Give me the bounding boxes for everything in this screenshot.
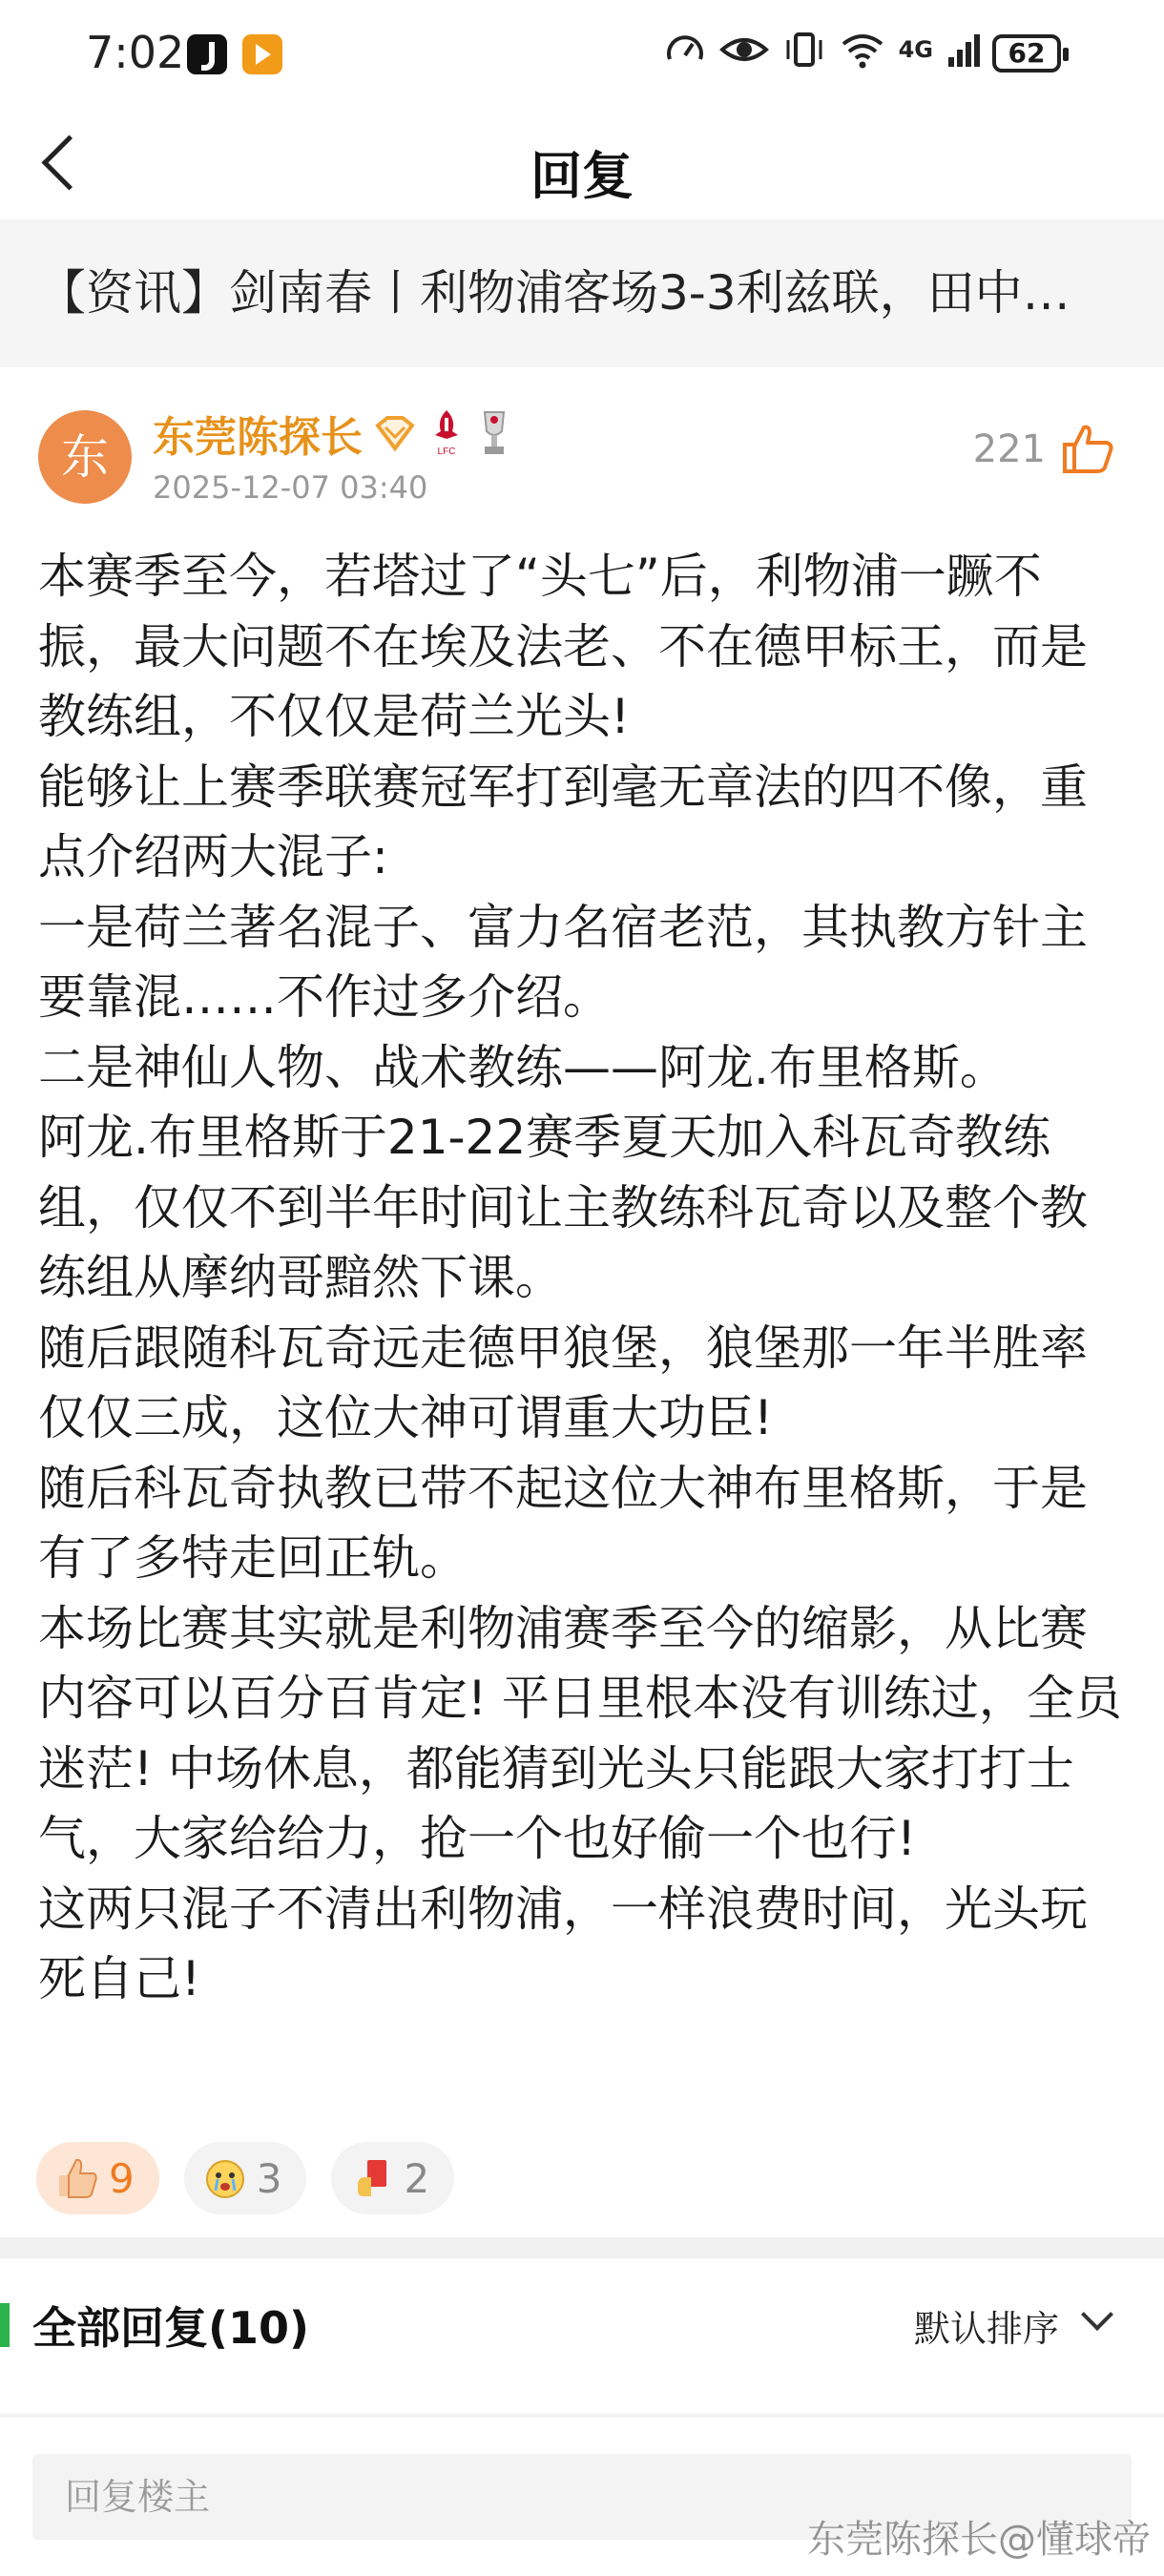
author-row — [153, 403, 511, 464]
eye-icon — [719, 29, 769, 71]
reaction-thumbs-up-button[interactable] — [36, 2142, 159, 2214]
chevron-down-icon[interactable] — [1081, 2298, 1113, 2331]
signal-icon — [946, 29, 983, 71]
sort-dropdown[interactable]: 默认排序 — [913, 2308, 1059, 2350]
avatar[interactable]: 东 — [38, 410, 132, 504]
reaction-count: 2 — [404, 2154, 430, 2202]
vip-badge-icon — [374, 414, 416, 452]
network-type-label: 4G — [898, 36, 933, 63]
battery-icon: 62 — [992, 34, 1061, 73]
red-card-icon — [350, 2156, 394, 2200]
status-time: 7:02 — [86, 27, 185, 78]
speedometer-icon — [664, 29, 706, 71]
wifi-icon — [840, 29, 885, 71]
post-paragraph: 随后跟随科瓦奇远走德甲狼堡，狼堡那一年半胜率仅仅三成，这位大神可谓重大功臣! — [38, 1319, 1088, 1445]
vibrate-icon — [782, 29, 826, 71]
reaction-bar — [36, 2142, 454, 2214]
section-accent-bar — [0, 2303, 10, 2347]
post-paragraph: 本赛季至今，若塔过了“头七”后，利物浦一蹶不振，最大问题不在埃及法老、不在德甲标王，而是教练组，不仅仅是荷兰光头! — [38, 549, 1088, 744]
post-paragraph: 一是荷兰著名混子、富力名宿老范，其执教方针主要靠混……不作过多介绍。 — [38, 899, 1088, 1025]
post-paragraph: 阿龙.布里格斯于21-22赛季夏天加入科瓦奇教练组，仅仅不到半年时间让主教练科瓦奇以及整个教练组从摩纳哥黯然下课。 — [38, 1110, 1088, 1305]
trophy-badge-icon — [477, 406, 511, 460]
liverpool-badge-icon — [427, 406, 466, 460]
reaction-count: 3 — [256, 2154, 282, 2202]
like-count: 221 — [972, 427, 1046, 471]
author-name[interactable]: 东莞陈探长 — [153, 413, 363, 462]
crying-face-icon — [203, 2156, 247, 2200]
watermark: 东莞陈探长@懂球帝 — [807, 2518, 1151, 2562]
divider — [0, 2414, 1164, 2418]
status-bar — [0, 0, 1164, 114]
post-paragraph: 这两只混子不清出利物浦，一样浪费时间，光头玩死自己! — [38, 1880, 1088, 2006]
section-divider — [0, 2237, 1164, 2258]
post-paragraph: 二是神仙人物、战术教练——阿龙.布里格斯。 — [38, 1039, 1008, 1095]
post-timestamp: 2025-12-07 03:40 — [153, 469, 428, 506]
svg-text:LFC: LFC — [437, 447, 456, 457]
replies-section-title: 全部回复(10) — [32, 2302, 310, 2354]
post-paragraph: 随后科瓦奇执教已带不起这位大神布里格斯，于是有了多特走回正轨。 — [38, 1460, 1088, 1586]
page-title: 回复 — [530, 146, 634, 206]
source-article-link[interactable]: 【资讯】剑南春丨利物浦客场3-3利兹联，田中… — [0, 219, 1164, 367]
post-content — [38, 542, 1126, 2015]
tiktok-notification-icon — [187, 34, 227, 74]
reaction-red-card-button[interactable] — [331, 2142, 454, 2214]
status-icons — [664, 29, 983, 71]
thumbs-up-icon — [55, 2156, 99, 2200]
thumbs-up-outline-icon[interactable] — [1059, 420, 1116, 477]
reaction-crying-button[interactable] — [184, 2142, 307, 2214]
reaction-count: 9 — [109, 2154, 135, 2202]
post-paragraph: 能够让上赛季联赛冠军打到毫无章法的四不像，重点介绍两大混子: — [38, 758, 1088, 884]
video-app-notification-icon — [242, 34, 282, 74]
post-paragraph: 本场比赛其实就是利物浦赛季至今的缩影，从比赛内容可以百分百肯定! 平日里根本没有训练过，全员迷茫! 中场休息，都能猜到光头只能跟大家打打士气，大家给给力，抢一个也好偷一个也行! — [38, 1600, 1122, 1866]
top-nav — [0, 114, 1164, 219]
